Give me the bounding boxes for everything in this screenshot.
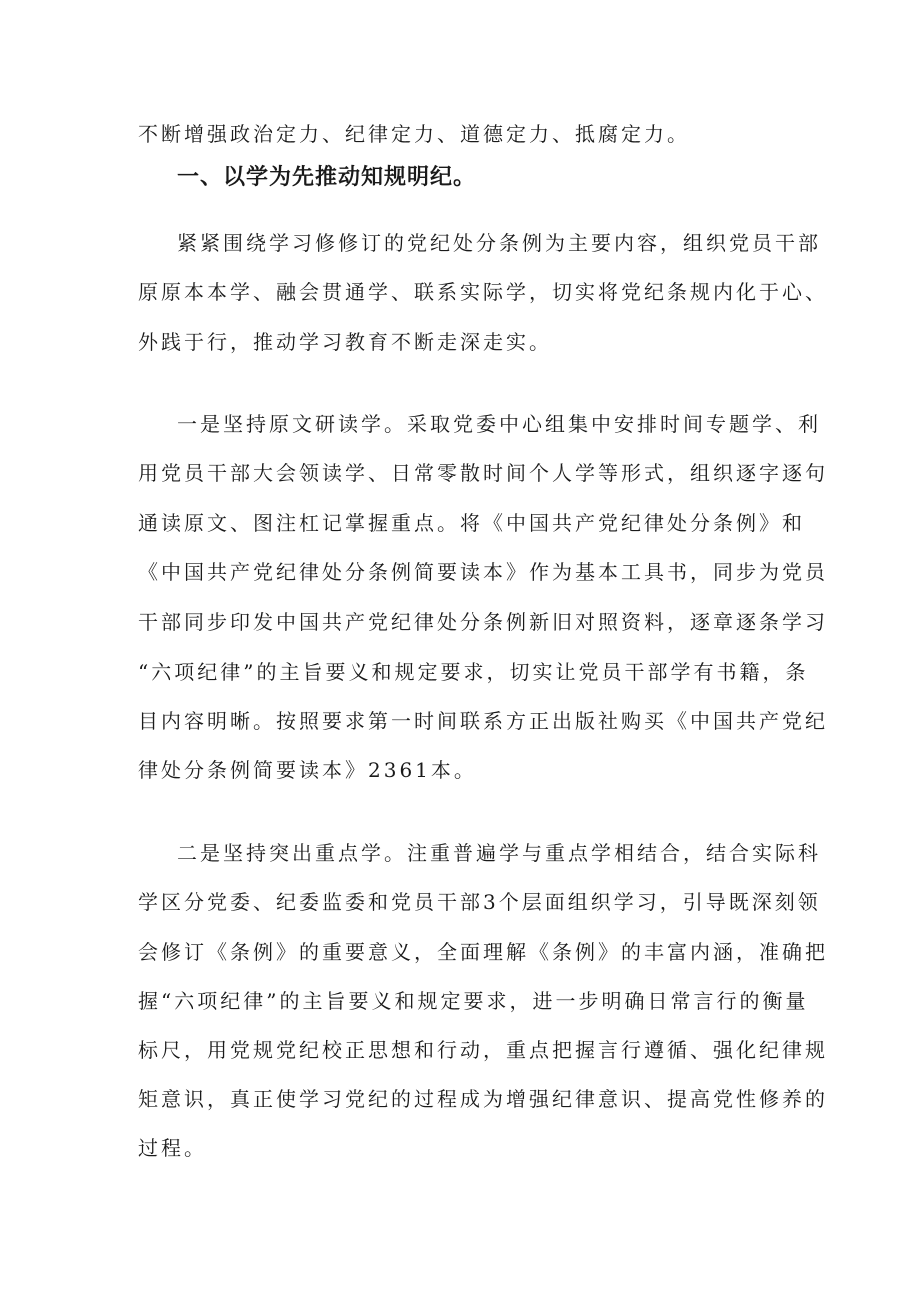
paragraph-line: 目内容明晰。按照要求第一时间联系方正出版社购买《中国共产党纪 <box>138 709 828 733</box>
paragraph-line: 用党员干部大会领读学、日常零散时间个人学等形式，组织逐字逐句 <box>138 461 828 485</box>
paragraph-line: 过程。 <box>138 1136 207 1160</box>
paragraph-line: 律处分条例简要读本》2361本。 <box>138 758 477 782</box>
paragraph-line: 通读原文、图注杠记掌握重点。将《中国共产党纪律处分条例》和 <box>138 511 805 535</box>
paragraph-line: 握“六项纪律”的主旨要义和规定要求，进一步明确日常言行的衡量 <box>138 989 809 1013</box>
paragraph-line: “六项纪律”的主旨要义和规定要求，切实让党员干部学有书籍，条 <box>138 660 809 684</box>
paragraph-line: 学区分党委、纪委监委和党员干部3个层面组织学习，引导既深刻领 <box>138 890 821 914</box>
paragraph-line: 干部同步印发中国共产党纪律处分条例新旧对照资料，逐章逐条学习 <box>138 610 828 634</box>
intro-line: 不断增强政治定力、纪律定力、道德定力、抵腐定力。 <box>138 122 690 146</box>
paragraph-line: 《中国共产党纪律处分条例简要读本》作为基本工具书，同步为党员 <box>138 560 828 584</box>
paragraph-line: 标尺，用党规党纪校正思想和行动，重点把握言行遵循、强化纪律规 <box>138 1038 828 1062</box>
paragraph-line: 一是坚持原文研读学。采取党委中心组集中安排时间专题学、利 <box>177 412 821 436</box>
paragraph-line: 紧紧围绕学习修修订的党纪处分条例为主要内容，组织党员干部 <box>177 231 821 255</box>
paragraph-line: 原原本本学、融会贯通学、联系实际学，切实将党纪条规内化于心、 <box>138 280 828 304</box>
paragraph-line: 二是坚持突出重点学。注重普遍学与重点学相结合，结合实际科 <box>177 841 821 865</box>
paragraph-line: 外践于行，推动学习教育不断走深走实。 <box>138 330 552 354</box>
paragraph-line: 会修订《条例》的重要意义，全面理解《条例》的丰富内涵，准确把 <box>138 940 828 964</box>
section-heading: 一、以学为先推动知规明纪。 <box>177 165 477 190</box>
paragraph-line: 矩意识，真正使学习党纪的过程成为增强纪律意识、提高党性修养的 <box>138 1087 828 1111</box>
